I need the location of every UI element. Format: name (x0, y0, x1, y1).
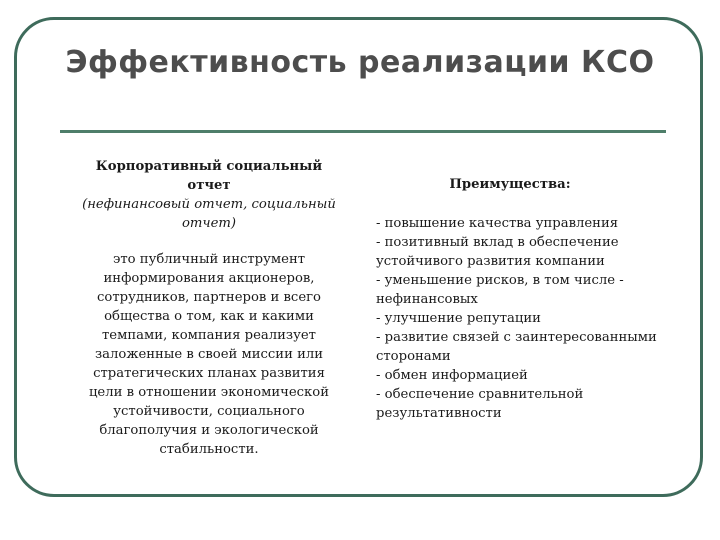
slide-title: Эффективность реализации КСО (65, 45, 655, 80)
benefits-list (376, 214, 666, 423)
benefits-heading: Преимущества: (449, 177, 571, 192)
report-subtitle: (нефинансовый отчет, социальный отчет) (82, 197, 336, 231)
report-heading: Корпоративный социальный отчет (95, 159, 323, 193)
list-item: - уменьшение рисков, в том числе - нефинансовых (376, 273, 624, 307)
list-item: - обмен информацией (376, 368, 528, 383)
list-item: - позитивный вклад в обеспечение устойчивого развития компании (376, 235, 619, 269)
left-column (75, 157, 343, 459)
list-item: - улучшение репутации (376, 311, 541, 326)
list-item: - развитие связей с заинтересованными сторонами (376, 330, 657, 364)
list-item: - повышение качества управления (376, 216, 619, 231)
list-item: - обеспечение сравнительной результативности (376, 387, 584, 421)
title-divider (60, 130, 666, 133)
report-description: это публичный инструмент информирования акционеров, сотрудников, партнеров и всего общества о том, как и какими темпами, компания реализует заложенные в своей миссии или стратегических планах развития цели в отношении экономической устойчивости, социального благополучия и экологической стабильности. (88, 252, 330, 457)
